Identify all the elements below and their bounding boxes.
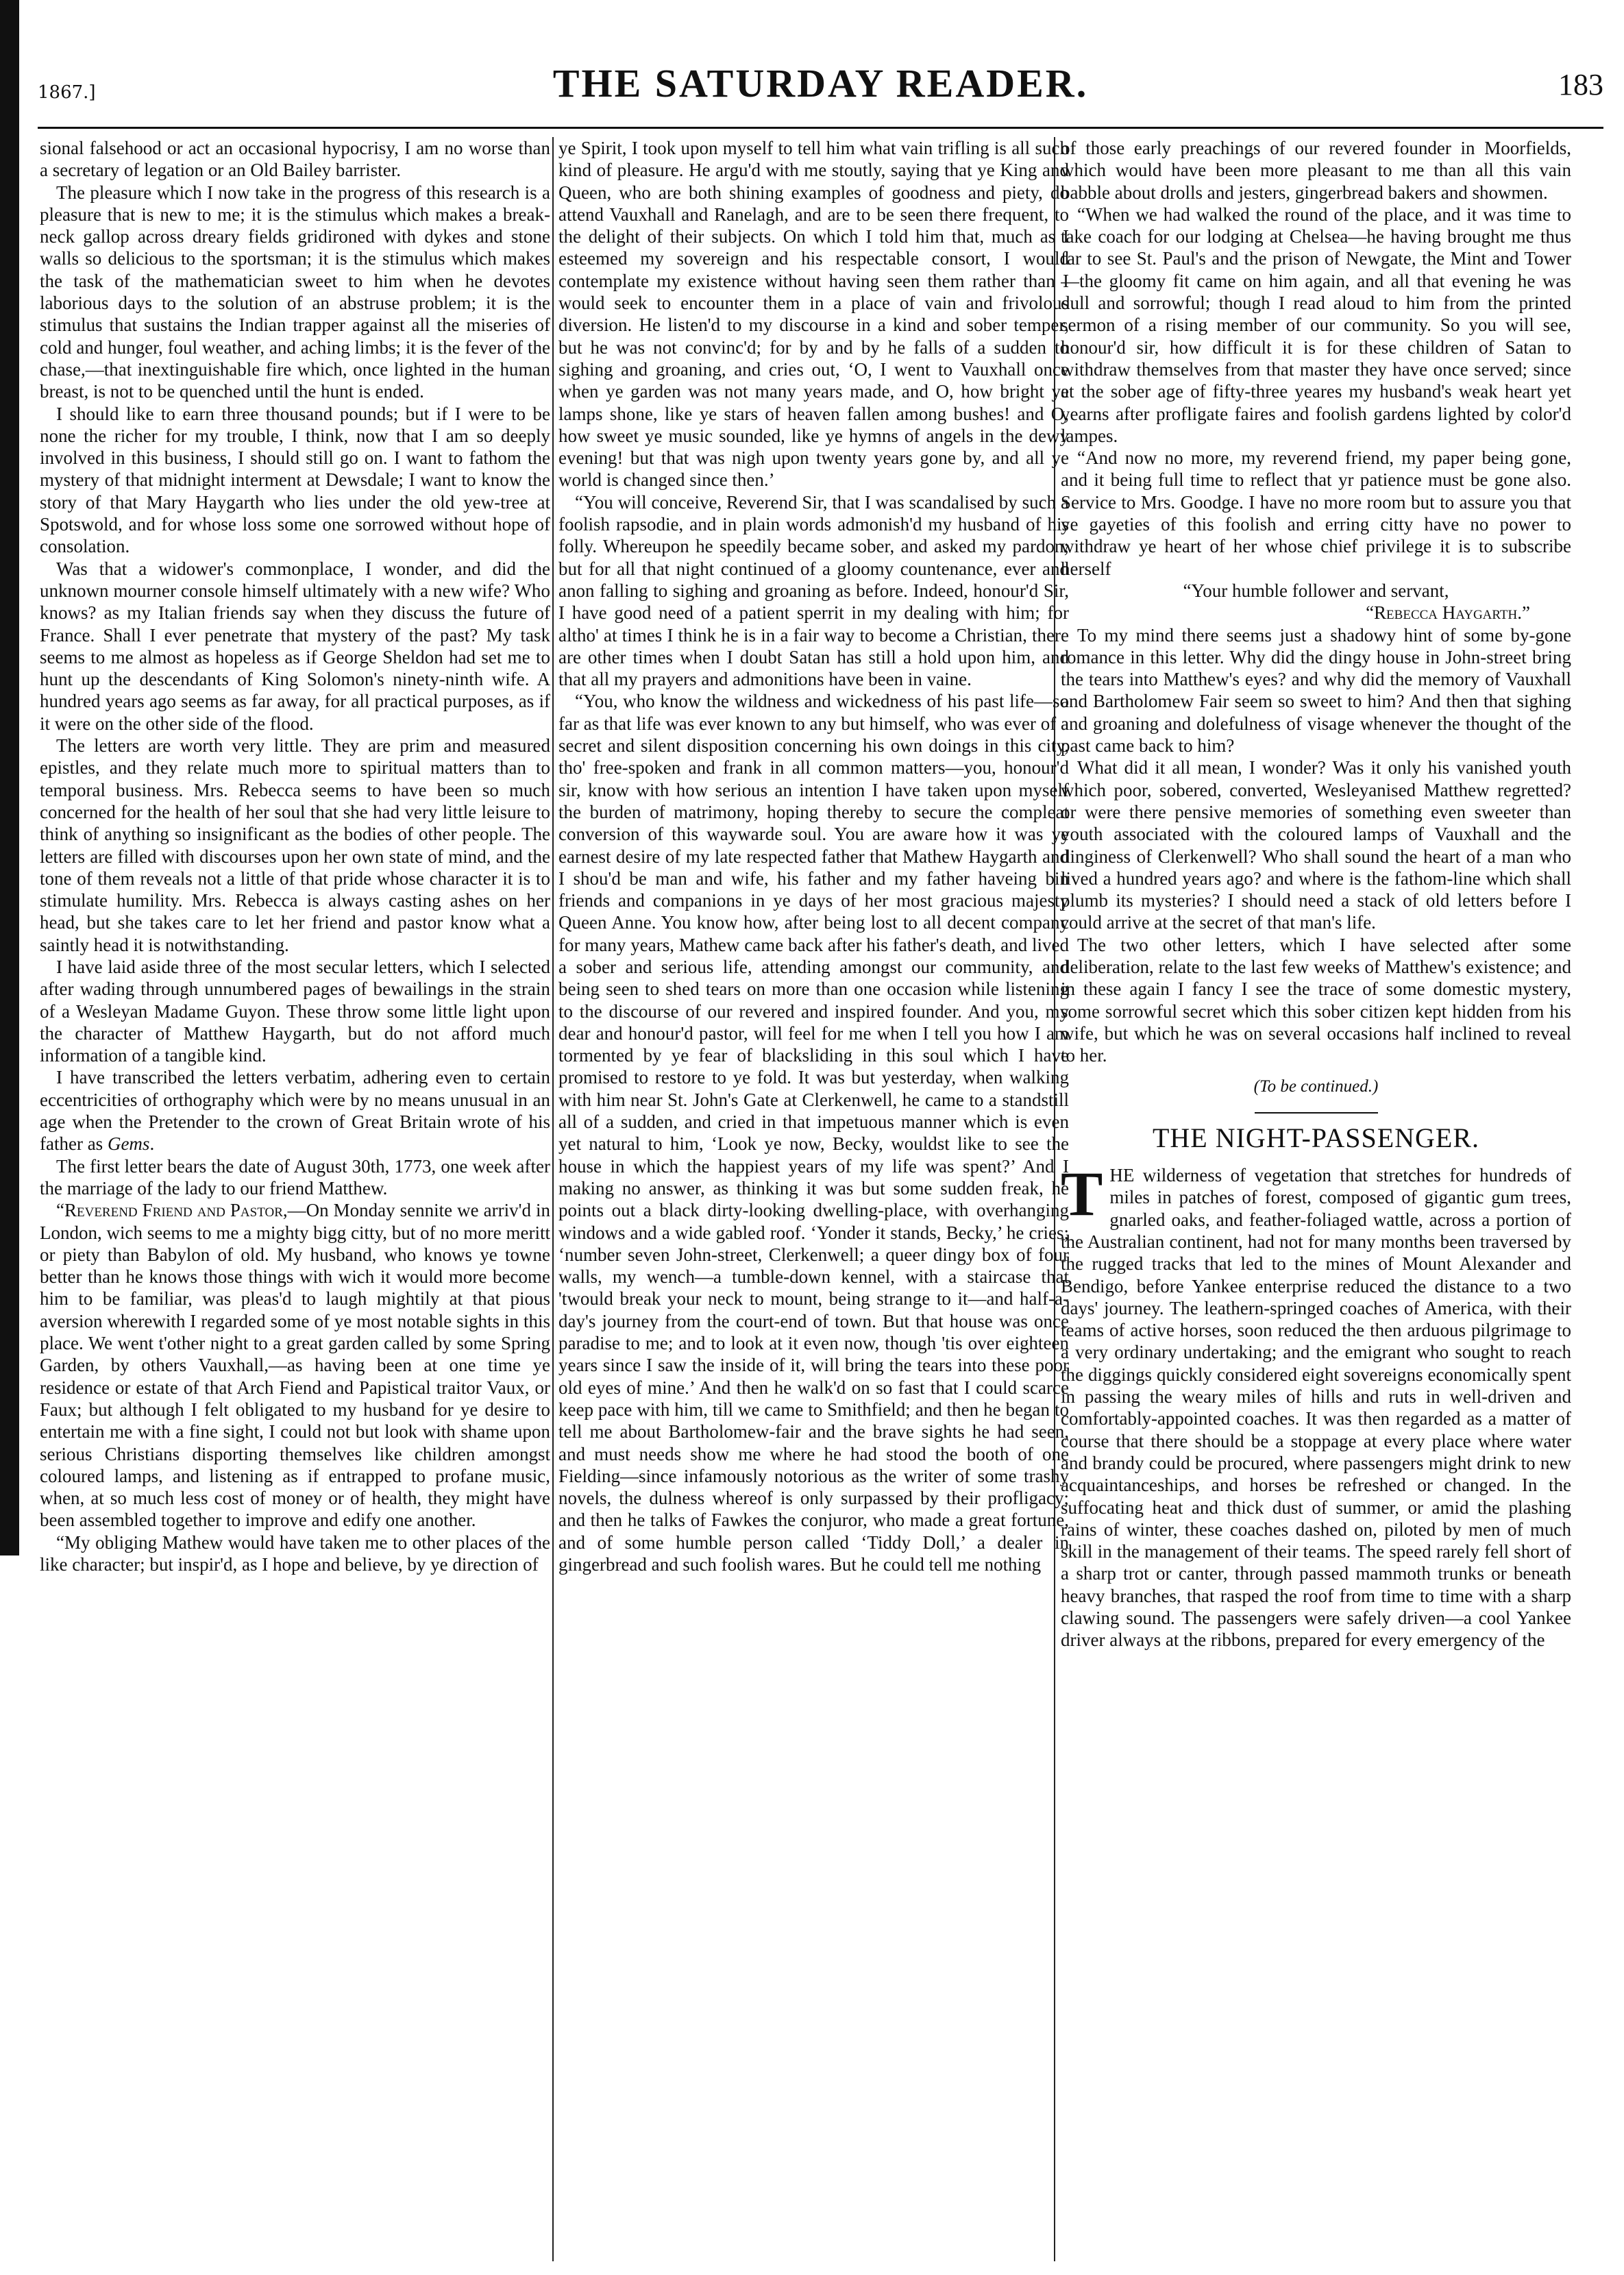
text-run: .	[149, 1133, 155, 1155]
publication-title: THE SATURDAY READER.	[552, 61, 1089, 106]
page-number: 183	[1558, 68, 1603, 101]
paragraph: The pleasure which I now take in the progress of this research is a pleasure that is new to me; it is the stimulus which makes a break-neck gallop across dreary fields gridironed with dykes and stone walls so delicious to the sportsman; it is the stimulus which makes the task of the mathematician sweet to him when he devotes laborious days to the solution of an abstruse problem; it is the stimulus that sustains the Indian trapper against all the miseries of cold and hunger, foul weather, and aching limbs; it is the fever of the chase,—that inextinguishable fire which, once lighted in the human breast, is not to be quenched until the hunt is ended.	[40, 182, 550, 402]
paragraph: The first letter bears the date of August 30th, 1773, one week after the marriage of the lady to our friend Matthew.	[40, 1155, 550, 1198]
article-opening-paragraph	[1061, 1159, 1571, 1651]
paragraph: I have laid aside three of the most secular letters, which I selected after wading through unnumbered pages of bewailings in the strain of a Wesleyan Madame Guyon. These throw some little light upon the character of Matthew Haygarth, but do not afford much information of a tangible kind.	[40, 956, 550, 1066]
paragraph: ye Spirit, I took upon myself to tell him what vain trifling is all such kind of pleasure. He argu'd with me stoutly, saying that ye King and Queen, who are both shining examples of goodness and piety, do attend Vauxhall and Ranelagh, and are to be seen there frequent, to the delight of their subjects. On which I told him that, much as I esteemed my sovereign and his respectable consort, I would contemplate my existence without having seen them rather than I would seek to encounter them in a place of vain and frivolous diversion. He listen'd to my discourse in a kind and sober temper, but he was not convinc'd; for by and by he falls of a sudden to sighing and groaning, and cries out, ‘O, I went to Vauxhall once when ye garden was not many years made, and O, how bright ye lamps shone, like ye stars of heaven fallen among bushes! and O, how sweet ye music sounded, like ye hymns of angels in the dewy evening! but that was nigh upon twenty years gone by, and all ye world is changed since then.’	[558, 138, 1069, 491]
binding-edge-bar	[0, 0, 19, 1555]
paragraph: I should like to earn three thousand pounds; but if I were to be none the richer for my trouble, I think, now that I am so deeply involved in this business, I should still go on. I want to fathom the mystery of that midnight interment at Dewsdale; I want to know the story of that Mary Haygarth who lies under the old yew-tree at Spotswold, and for whose loss some one sorrowed without hope of consolation.	[40, 403, 550, 557]
paragraph: “You will conceive, Reverend Sir, that I was scandalised by such a foolish rapsodie, and in plain words admonish'd my husband of his folly. Whereupon he speedily became sober, and asked my pardon; but for all that night continued of a gloomy countenance, ever and anon falling to sighing and groaning as before. Indeed, honour'd Sir, I have good need of a patient sperrit in my dealing with him; for altho' at times I think he is in a fair way to become a Christian, there are other times when I doubt Satan has still a hold upon him, and that all my prayers and admonitions have been in vaine.	[558, 491, 1069, 690]
text-run: HE wilderness of vegetation that stretches for hundreds of miles in patches of forest, composed of gigantic gum trees, gnarled oaks, and feather-foliaged wattle, across a portion of the Australian continent, had not for many months been traversed by the rugged tracks that led to the mines of Mount Alexander and Bendigo, before Yankee enterprise reduced the distance to a two days' journey. The leathern-springed coaches of America, with their teams of active horses, soon reduced the then arduous pilgrimage to a very ordinary undertaking; and the emigrant who sought to reach the diggings quickly considered eight sovereigns economically spent in passing the weary miles of hills and ruts in well-driven and comfortably-appointed coaches. It was then regarded as a matter of course that there should be a stoppage at every place where water and brandy could be procured, where passengers might drink to new acquaintanceships, and horses be refreshed or changed. In the suffocating heat and thick dust of summer, or amid the plashing rains of winter, these coaches dashed on, piloted by men of much skill in the management of their teams. The speed rarely fell short of a sharp trot or canter, through passed mammoth trunks or beneath heavy branches, that rasped the roof from time to time with a sharp clawing sound. The passengers were safely driven—a cool Yankee driver always at the ribbons, prepared for every emergency of the	[1061, 1165, 1571, 1651]
paragraph: To my mind there seems just a shadowy hint of some by-gone romance in this letter. Why did the dingy house in John-street bring the tears into Matthew's eyes? and why did the memory of Vauxhall and Bartholomew Fair seem so sweet to him? And then that sighing and groaning and dolefulness of visage whenever the thought of the past came back to him?	[1061, 624, 1571, 757]
paragraph	[40, 1066, 550, 1155]
letter-paragraph	[40, 1199, 550, 1531]
drop-cap: T	[1061, 1159, 1103, 1229]
to-be-continued-note: (To be continued.)	[1253, 1077, 1379, 1096]
column-1	[40, 137, 550, 2258]
paragraph: of those early preachings of our revered founder in Moorfields, which would have been more pleasant to me than all this vain babble about drolls and jesters, gingerbread bakers and showmen.	[1061, 138, 1571, 203]
letter-salutation: “Reverend Friend and Pastor,	[56, 1200, 288, 1221]
italic-word: Gems	[107, 1133, 150, 1155]
column-rule	[552, 137, 554, 2261]
paragraph: The letters are worth very little. They are prim and measured epistles, and they relate much more to spiritual matters than to temporal business. Mrs. Rebecca seems to have been so much concerned for the health of her soul that she had very little leisure to think of anything so insignificant as the bodies of other people. The letters are filled with discourses upon her own state of mind, and the tone of them reveals not a little of that pride whose character it is to stimulate humility. Mrs. Rebecca is always casting ashes on her head, but she takes care to let her friend and pastor know what a saintly head it is notwithstanding.	[40, 735, 550, 955]
paragraph: “You, who know the wildness and wickedness of his past life—so far as that life was ever known to any but himself, who was ever of a secret and silent disposition concerning his own doings in this city, tho' free-spoken and frank in all common matters—you, honour'd sir, know with how serious an intention I have taken upon myself the burden of matrimony, hoping thereby to secure the compleat conversion of this waywarde soul. You are aware how it was ye earnest desire of my late respected father that Mathew Haygarth and I shou'd be man and wife, his father and my father haveing bin friends and companions in ye days of her most gracious majesty Queen Anne. You know how, after being lost to all decent company for many years, Mathew came back after his father's death, and lived a sober and serious life, attending amongst our community, and being seen to shed tears on more than one occasion while listening to the discourse of our revered and inspired founder. And you, my dear and honour'd pastor, will feel for me when I tell you how I am tormented by ye fear of blacksliding in this soul which I have promised to restore to ye fold. It was but yesterday, when walking with him near St. John's Gate at Clerkenwell, he came to a standstill all of a sudden, and cried in that impetuous manner which is even yet natural to him, ‘Look ye now, Becky, wouldst like to see the house in which the happiest years of my life was spent?’ And I making no answer, as thinking it was but some sudden freak, he points out a black dirty-looking dwelling-place, with overhanging windows and a wide gabled roof. ‘Yonder it stands, Becky,’ he cries; ‘number seven John-street, Clerkenwell; a queer dingy box of four walls, my wench—a tumble-down kennel, with a staircase that 'twould break your neck to mount, being strange to it—and half-a-day's journey from the court-end of town. But that house was once paradise to me; and to look at it even now, though 'tis over eighteen years since I saw the inside of it, will bring the tears into these poor old eyes of mine.’ And then he walk'd on so fast that I could scarce keep pace with him, till we came to Smithfield; and then he began to tell me about Bartholomew-fair and the brave sights he had seen, and must needs show me where he had stood the booth of one Fielding—since infamously notorious as the writer of some trashy novels, the dulness whereof is only surpassed by their profligacy; and then he talks of Fawkes the conjuror, who made a great fortune, and of some humble person called ‘Tiddy Doll,’ a dealer in gingerbread and such foolish wares. But he could tell me nothing	[558, 691, 1069, 1575]
article-title: THE NIGHT-PASSENGER.	[1152, 1122, 1480, 1153]
header-rule	[38, 127, 1603, 129]
paragraph: “When we had walked the round of the place, and it was time to take coach for our lodging at Chelsea—he having brought me thus far to see St. Paul's and the prison of Newgate, the Mint and Tower—the gloomy fit came on him again, and all that evening he was dull and sorrowful; though I read aloud to him from the printed sermon of a rising member of our community. So you will see, honour'd sir, how difficult it is for these children of Satan to withdraw themselves from that master they have once served; since at the sober age of fifty-three yeares my husband's weak heart yet yearns after profligate faires and foolish gardens lighted by color'd lampes.	[1061, 204, 1571, 446]
paragraph: “And now no more, my reverend friend, my paper being gone, and it being full time to reflect that yr patience must be gone also. Service to Mrs. Goodge. I have no more room but to assure you that ye gayeties of this foolish and erring citty have no power to withdraw ye heart of her whose chief privilege it is to subscribe herself	[1061, 447, 1571, 579]
section-divider	[1255, 1112, 1378, 1114]
paragraph: sional falsehood or act an occasional hypocrisy, I am no worse than a secretary of legation or an Old Bailey barrister.	[40, 138, 550, 181]
letter-closing: “Your humble follower and servant,	[1183, 580, 1449, 601]
paragraph: The two other letters, which I have selected after some deliberation, relate to the last few weeks of Matthew's existence; and in these again I fancy I see the trace of some domestic mystery, some sorrowful secret which this sober citizen kept hidden from his wife, but which he was on several occasions half inclined to reveal to her.	[1061, 934, 1571, 1066]
letter-signature: “Rebecca Haygarth.”	[1366, 602, 1530, 624]
column-2	[558, 137, 1069, 2258]
paragraph: What did it all mean, I wonder? Was it only his vanished youth which poor, sobered, converted, Wesleyanised Matthew regretted? or were there pensive memories of something even sweeter than youth associated with the coloured lamps of Vauxhall and the dinginess of Clerkenwell? Who shall sound the heart of a man who lived a hundred years ago? and where is the fathom-line which shall plumb its mysteries? I should need a stack of old letters before I could arrive at the secret of that man's life.	[1061, 757, 1571, 933]
column-3	[1061, 137, 1571, 2258]
masthead	[38, 55, 1603, 110]
issue-year: 1867.]	[38, 82, 96, 103]
text-run: I have transcribed the letters verbatim, adhering even to certain eccentricities of orthography which were by no means unusual in an age when the Pretender to the crown of Great Britain wrote of his father as	[40, 1067, 550, 1155]
text-run: —On Monday sennite we arriv'd in London, wich seems to me a mighty bigg citty, but of no more meritt or piety than Babylon of old. My husband, who knows ye towne better than he knows those things with wich it would more become him to be familiar, was pleas'd to laugh mightily at that pious aversion wherewith I regarded some of ye most notable sights in this place. We went t'other night to a great garden called by some Spring Garden, by others Vauxhall,—as having been at one time ye residence or estate of that Arch Fiend and Papistical traitor Vaux, or Faux; but although I felt obligated to my husband for ye desire to entertain me with a fine sight, I could not but look with shame upon serious Christians disporting themselves like children amongst coloured lamps, and listening as if entrapped to profane music, when, at so much less cost of money or of health, they might have been assembled together to improve and edify one another.	[40, 1200, 550, 1531]
paragraph: Was that a widower's commonplace, I wonder, and did the unknown mourner console himself ultimately with a new wife? Who knows? as my Italian friends say when they discuss the future of France. Shall I ever penetrate that mystery of the past? My task seems to me almost as hopeless as if George Sheldon had set me to hunt up the descendants of King Solomon's ninety-ninth wife. A hundred years ago seems as far away, for all practical purposes, as if it were on the other side of the flood.	[40, 558, 550, 734]
paragraph: “My obliging Mathew would have taken me to other places of the like character; but inspir'd, as I hope and believe, by ye direction of	[40, 1532, 550, 1575]
